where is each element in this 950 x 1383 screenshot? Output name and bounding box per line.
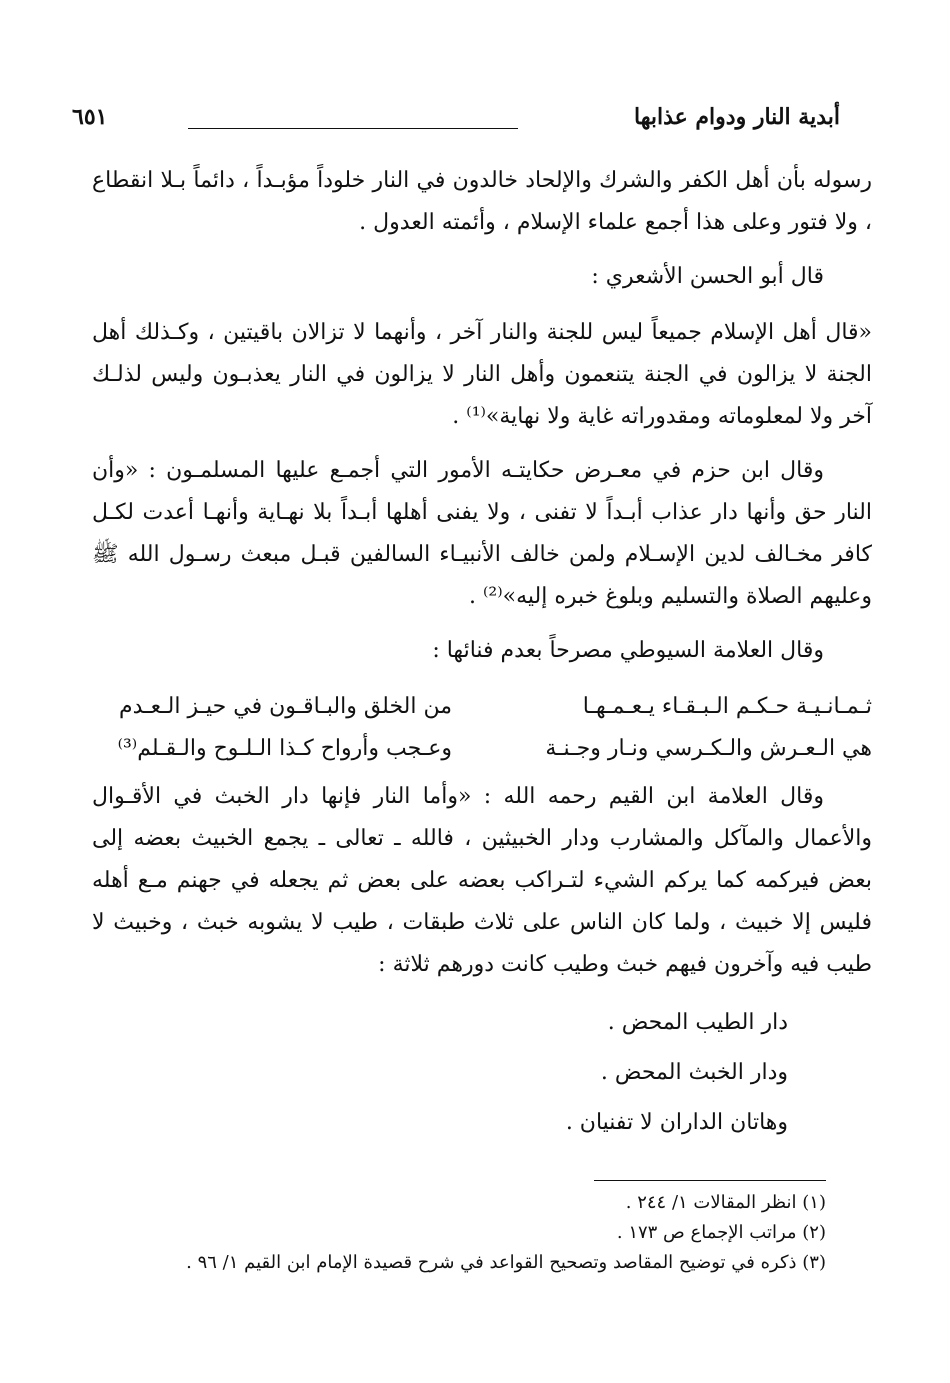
list-item: دار الطيب المحض . bbox=[607, 1010, 788, 1035]
footnotes bbox=[106, 1188, 826, 1278]
page-header bbox=[72, 104, 840, 144]
paragraph-intro: رسوله بأن أهل الكفر والشرك والإلحاد خالدون في النار خلوداً مؤبـداً ، دائماً بـلا انقطاع ، ولا فتور وعلى هذا أجمع علماء الإسلام ، وأئمته العدول . bbox=[92, 168, 872, 235]
verse-hemistich-first: هي الـعـرش والـكـرسي ونـار وجـنـة bbox=[545, 736, 872, 761]
verse-line bbox=[92, 686, 872, 728]
verse-hemistich-first: ثـمـانـيـة حـكـم الـبـقـاء يـعـمـهـا bbox=[582, 694, 872, 719]
verse-hemistich-second: من الخلق والبـاقـون في حيـز الـعـدم bbox=[118, 694, 452, 719]
list-item: وهاتان الداران لا تفنيان . bbox=[565, 1110, 788, 1135]
footnote-3: (٣) ذكره في توضيح المقاصد وتصحيح القواعد في شرح قصيدة الإمام ابن القيم ١/ ٩٦ . bbox=[186, 1252, 826, 1273]
paragraph-suyuti-intro: وقال العلامة السيوطي مصرحاً بعدم فنائها : bbox=[432, 638, 824, 663]
footnote-2: (٢) مراتب الإجماع ص ١٧٣ . bbox=[616, 1222, 826, 1243]
footnote-rule bbox=[594, 1180, 826, 1181]
houses-list bbox=[92, 998, 872, 1148]
verse-line bbox=[92, 728, 872, 770]
footnote-1: (١) انظر المقالات ١/ ٢٤٤ . bbox=[625, 1192, 826, 1213]
paragraph-ibn-qayyim: وقال العلامة ابن القيم رحمه الله : «وأما النار فإنها دار الخبث في الأقـوال والأعمال والمآكل والمشارب ودار الخبيثين ، فالله ـ تعالى ـ يجمع الخبيث بعضه إلى بعض فيركمه كما يركم الشيء لتـراكب بعضه على بعض ثم يجعله في جهنم مـع أهله فليس إلا خبيث ، ولما كان الناس على ثلاث طبقات ، طيب لا يشوبه خبث ، وخبيث لا طيب فيه وآخرون فيهم خبث وطيب كانت دورهم ثلاثة : bbox=[92, 784, 872, 977]
paragraph-ashari-intro: قال أبو الحسن الأشعري : bbox=[591, 264, 824, 289]
page-number: ٦٥١ bbox=[72, 104, 108, 130]
verse-hemistich-second: وعـجب وأرواح كـذا الـلـوح والـقـلم⁽³⁾ bbox=[117, 736, 452, 761]
running-title: أبدية النار ودوام عذابها bbox=[634, 104, 840, 130]
body-text bbox=[92, 160, 872, 1148]
header-rule bbox=[188, 128, 518, 129]
paragraph-ibn-hazm: وقال ابن حزم في معـرض حكايتـه الأمور التي أجمـع عليها المسلمـون : «وأن النار حق وأنها دار عذاب أبـداً لا تفنى ، ولا يفنى أهلها أبـداً بلا نهـاية وأنهـا أعدت لكـل كافر مخـالف لدين الإسـلام ولمن خالف الأنبيـاء السالفين قبـل مبعث رسـول الله ﷺ وعليهم الصلاة والتسليم وبلوغ خبره إليه»⁽²⁾ . bbox=[92, 458, 872, 609]
poem-verses bbox=[92, 686, 872, 770]
paragraph-ashari-quote: «قال أهل الإسلام جميعاً ليس للجنة والنار آخر ، وأنهما لا تزالان باقيتين ، وكـذلك أهل الجنة لا يزالون في الجنة يتنعمون وأهل النار لا يزالون في النار يعذبـون وليس لذلـك آخر ولا لمعلوماته ومقدوراته غاية ولا نهاية»⁽¹⁾ . bbox=[92, 320, 872, 429]
list-item: ودار الخبث المحض . bbox=[600, 1060, 788, 1085]
